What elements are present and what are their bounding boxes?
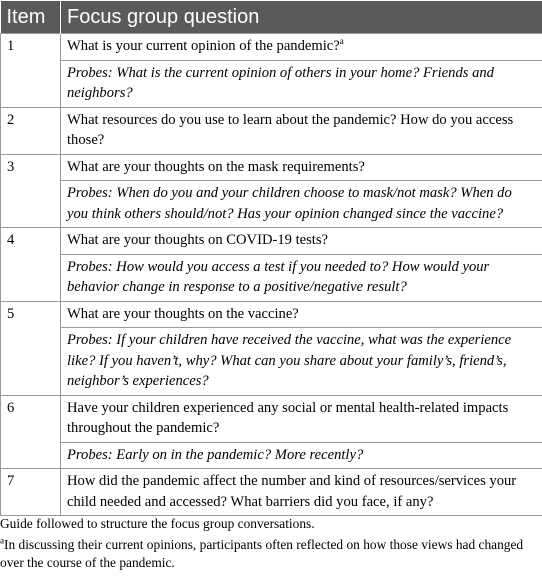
table-row — [1, 469, 542, 516]
question-cell — [61, 469, 542, 516]
question-text: What are your thoughts on the vaccine? — [67, 305, 299, 322]
table-row — [1, 154, 542, 181]
table-caption: Guide followed to structure the focus group conversations. — [0, 516, 315, 531]
question-text: How did the pandemic affect the number and kind of resources/services your child needed and accessed? What barriers did you face, if any? — [67, 473, 517, 510]
table-row-probe — [1, 328, 542, 396]
question-text: What is your current opinion of the pandemic? — [67, 38, 340, 54]
focus-group-table — [0, 1, 542, 516]
question-text: What are your thoughts on COVID-19 tests? — [67, 232, 329, 248]
table-row — [1, 107, 542, 154]
question-text: What are your thoughts on the mask requirements? — [67, 158, 365, 175]
table-row — [1, 34, 542, 61]
table-row — [1, 301, 542, 328]
table-row-probe — [1, 60, 542, 107]
probe-text: Probes: Early on in the pandemic? More recently? — [61, 442, 542, 469]
question-cell — [61, 301, 542, 328]
table-row — [1, 395, 542, 442]
question-cell — [61, 34, 542, 61]
table-row — [1, 228, 542, 255]
probe-text: Probes: When do you and your children choose to mask/not mask? When do you think others should/not? Has your opinion changed since the vaccine? — [61, 181, 542, 228]
question-cell — [61, 228, 542, 255]
table-row-probe — [1, 254, 542, 301]
question-cell — [61, 107, 542, 154]
item-number: 2 — [1, 107, 61, 154]
header-question: Focus group question — [61, 1, 542, 34]
question-text: What resources do you use to learn about the pandemic? How do you access those? — [67, 111, 514, 148]
question-text: Have your children experienced any social or mental health-related impacts throughout the pandemic? — [67, 399, 509, 436]
item-number: 7 — [1, 469, 61, 516]
table-row-probe — [1, 181, 542, 228]
item-number: 1 — [1, 34, 61, 108]
table-row-probe — [1, 442, 542, 469]
question-cell — [61, 154, 542, 181]
footnote-a — [0, 536, 542, 572]
item-number: 5 — [1, 301, 61, 395]
header-item: Item — [1, 1, 61, 34]
table-footnotes — [0, 515, 542, 575]
footnote-text: In discussing their current opinions, participants often reflected on how those views had changed over the course of the pandemic. — [0, 537, 524, 570]
question-footnote-mark: a — [339, 36, 344, 47]
question-cell — [61, 395, 542, 442]
table-body — [1, 34, 542, 516]
probe-text: Probes: If your children have received the vaccine, what was the experience like? If you haven’t, why? What can you share about your family’s, friend’s, neighbor’s experiences? — [61, 328, 542, 396]
item-number: 4 — [1, 228, 61, 302]
probe-text: Probes: What is the current opinion of others in your home? Friends and neighbors? — [61, 60, 542, 107]
table-header-row — [1, 1, 542, 34]
item-number: 3 — [1, 154, 61, 228]
item-number: 6 — [1, 395, 61, 469]
footnote-mark: a — [0, 535, 4, 546]
probe-text: Probes: How would you access a test if you needed to? How would your behavior change in response to a positive/negative result? — [61, 254, 542, 301]
